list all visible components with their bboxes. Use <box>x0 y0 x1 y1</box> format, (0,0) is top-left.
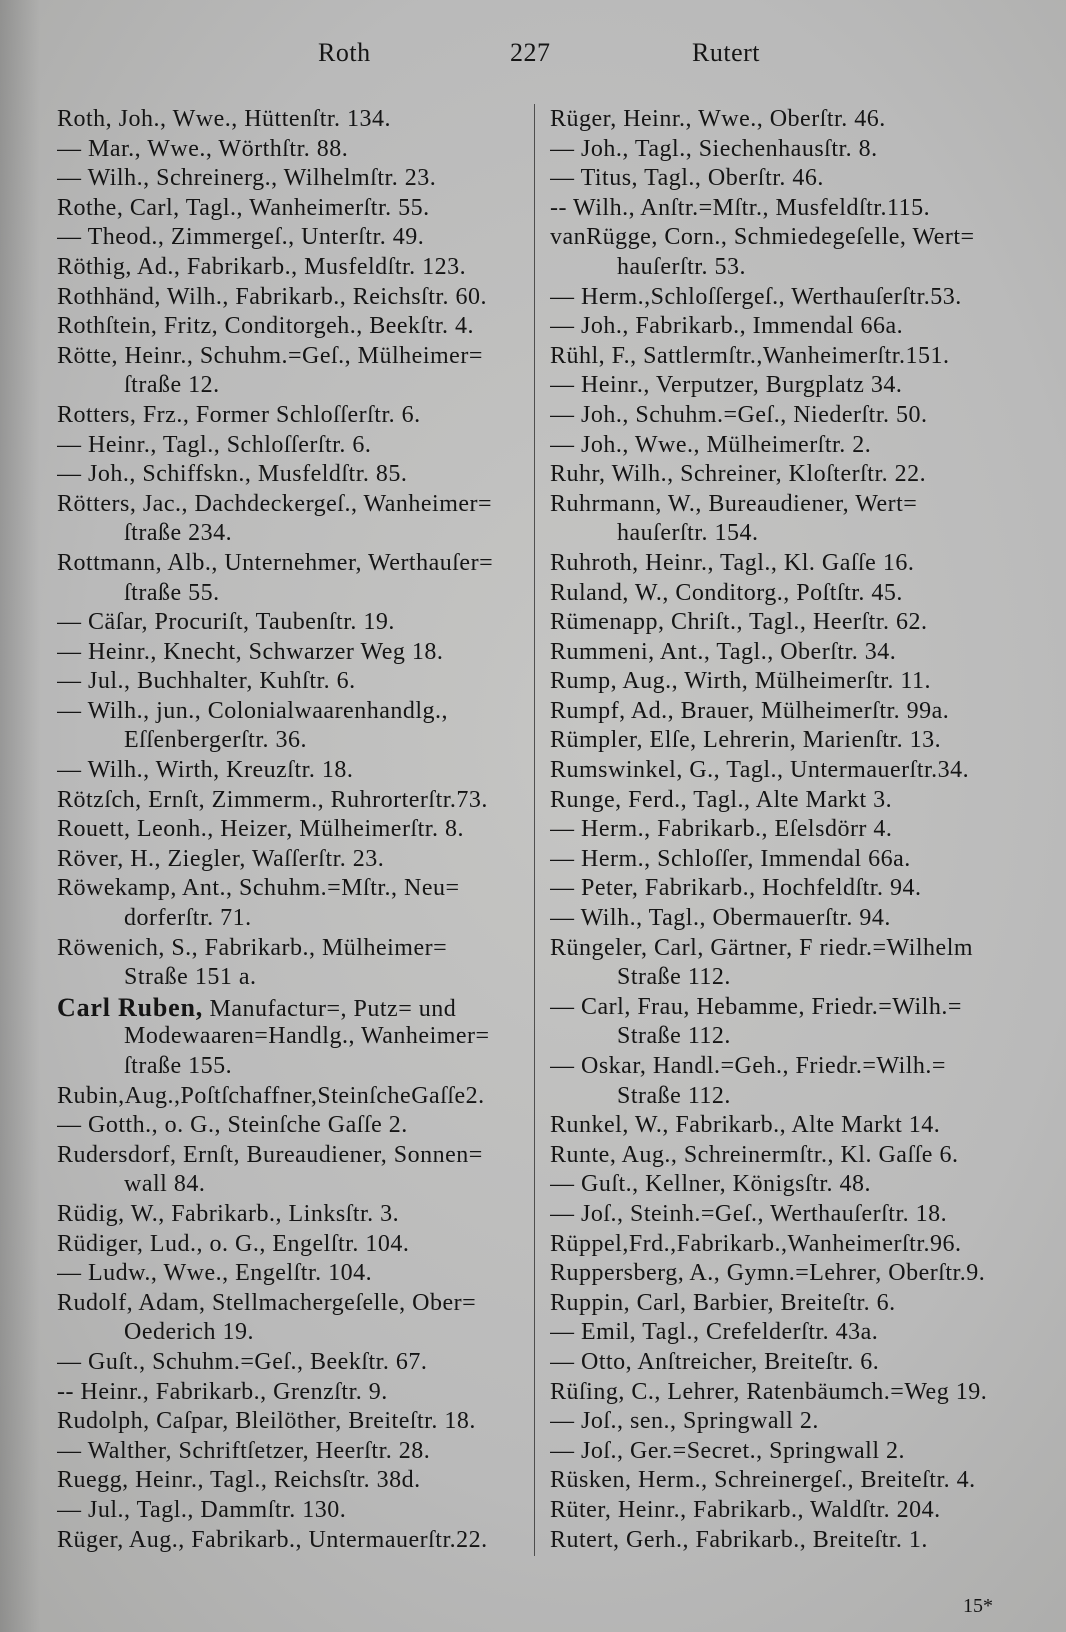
entry-line: — Gotth., o. G., Steinſche Gaſſe 2. <box>57 1112 408 1139</box>
directory-entry <box>550 786 1040 816</box>
entry-line: Rothſtein, Fritz, Conditorgeh., Beekſtr. 4. <box>57 313 475 340</box>
directory-entry <box>57 667 529 697</box>
entry-line: -- Wilh., Anſtr.=Mſtr., Musfeldſtr.115. <box>550 194 931 221</box>
entry-line: — Wilh., Schreinerg., Wilhelmſtr. 23. <box>57 165 437 192</box>
entry-line: Ruhroth, Heinr., Tagl., Kl. Gaſſe 16. <box>550 549 915 576</box>
directory-entry <box>57 223 529 253</box>
entry-line: Rüter, Heinr., Fabrikarb., Waldſtr. 204. <box>550 1496 941 1523</box>
directory-entry <box>57 342 529 401</box>
directory-entry <box>550 164 1040 194</box>
entry-line: — Cäſar, Procuriſt, Taubenſtr. 19. <box>57 609 395 636</box>
directory-entry <box>550 1200 1040 1230</box>
entry-line: — Joh., Fabrikarb., Immendal 66a. <box>550 313 904 340</box>
directory-entry <box>550 401 1040 431</box>
entry-line: Rudersdorf, Ernſt, Bureaudiener, Sonnen= <box>57 1141 483 1168</box>
directory-entry <box>550 1407 1040 1437</box>
directory-entry <box>57 1496 529 1526</box>
directory-entry <box>57 756 529 786</box>
entry-continuation-line: hauſerſtr. 53. <box>617 253 746 280</box>
directory-entry <box>57 1407 529 1437</box>
directory-entry <box>57 1141 529 1200</box>
directory-entry <box>550 460 1040 490</box>
entry-continuation-line: Modewaaren=Handlg., Wanheimer= <box>124 1023 490 1050</box>
entry-continuation-line: dorferſtr. 71. <box>124 905 252 932</box>
entry-line: — Wilh., Wirth, Kreuzſtr. 18. <box>57 757 354 784</box>
directory-entry <box>550 1318 1040 1348</box>
entry-line: Ruppersberg, A., Gymn.=Lehrer, Oberſtr.9. <box>550 1260 986 1287</box>
directory-entry <box>57 815 529 845</box>
entry-line: vanRügge, Corn., Schmiedegeſelle, Wert= <box>550 224 975 251</box>
column-divider <box>534 104 535 1556</box>
entry-line: Runge, Ferd., Tagl., Alte Markt 3. <box>550 786 893 813</box>
entry-line: — Oskar, Handl.=Geh., Friedr.=Wilh.= <box>550 1053 946 1079</box>
entry-line: — Jul., Tagl., Dammſtr. 130. <box>57 1496 347 1523</box>
directory-entry <box>57 1526 529 1556</box>
entry-line: — Wilh., Tagl., Obermauerſtr. 94. <box>550 905 891 932</box>
entry-line: Röver, H., Ziegler, Waſſerſtr. 23. <box>57 845 385 872</box>
entry-line: Rüdiger, Lud., o. G., Engelſtr. 104. <box>57 1230 410 1257</box>
entry-line: Runkel, W., Fabrikarb., Alte Markt 14. <box>550 1112 941 1139</box>
entry-line: — Herm., Fabrikarb., Eſelsdörr 4. <box>550 816 893 843</box>
entry-line: Rüger, Heinr., Wwe., Oberſtr. 46. <box>550 106 886 132</box>
entry-line: Rüngeler, Carl, Gärtner, F riedr.=Wilhelm <box>550 934 974 961</box>
page-number: 227 <box>510 38 551 67</box>
entry-continuation-line: ſtraße 12. <box>124 372 220 399</box>
entry-line: — Ludw., Wwe., Engelſtr. 104. <box>57 1260 373 1287</box>
directory-entry <box>550 1111 1040 1141</box>
entry-line: Rothe, Carl, Tagl., Wanheimerſtr. 55. <box>57 194 430 221</box>
entry-line: Rottmann, Alb., Unternehmer, Werthauſer= <box>57 549 494 576</box>
directory-entry <box>550 697 1040 727</box>
directory-entry <box>57 460 529 490</box>
entry-line: Rothhänd, Wilh., Fabrikarb., Reichsſtr. 60. <box>57 283 488 310</box>
directory-entry <box>57 1230 529 1260</box>
entry-line: — Peter, Fabrikarb., Hochfeldſtr. 94. <box>550 875 922 902</box>
entry-line: Rötzſch, Ernſt, Zimmerm., Ruhrorterſtr.73. <box>57 786 488 813</box>
signature-mark: 15* <box>963 1595 993 1617</box>
entry-line: — Guſt., Kellner, Königsſtr. 48. <box>550 1171 872 1198</box>
directory-entry <box>57 638 529 668</box>
directory-entry <box>57 1082 529 1112</box>
directory-entry <box>57 697 529 756</box>
entry-line: Röwekamp, Ant., Schuhm.=Mſtr., Neu= <box>57 875 460 902</box>
directory-entry <box>57 253 529 283</box>
entry-line: Rotters, Frz., Former Schloſſerſtr. 6. <box>57 401 421 428</box>
directory-entry <box>57 1466 529 1496</box>
entry-line: — Joh., Schiffskn., Musfeldſtr. 85. <box>57 461 408 488</box>
entry-line: — Joh., Wwe., Mülheimerſtr. 2. <box>550 431 872 458</box>
directory-entry <box>550 934 1040 993</box>
entry-line: Rummeni, Ant., Tagl., Oberſtr. 34. <box>550 638 897 665</box>
directory-entry <box>550 1170 1040 1200</box>
entry-continuation-line: Straße 112. <box>617 1082 731 1109</box>
entry-line: — Joſ., sen., Springwall 2. <box>550 1408 819 1435</box>
entry-line: — Heinr., Tagl., Schloſſerſtr. 6. <box>57 431 372 458</box>
directory-entry <box>550 815 1040 845</box>
entry-line: — Wilh., jun., Colonialwaarenhandlg., <box>57 697 449 724</box>
directory-entry <box>550 1230 1040 1260</box>
directory-entry <box>550 105 1040 135</box>
directory-entry <box>57 1437 529 1467</box>
entry-continuation-line: Straße 151 a. <box>124 964 257 991</box>
running-head-last-name: Rutert <box>692 38 760 67</box>
entry-line: — Heinr., Verputzer, Burgplatz 34. <box>550 372 903 399</box>
entry-line: Ruhrmann, W., Bureaudiener, Wert= <box>550 490 918 517</box>
directory-entry <box>57 164 529 194</box>
directory-entry <box>550 1052 1040 1111</box>
directory-entry <box>550 1259 1040 1289</box>
entry-line: Rudolph, Caſpar, Bleilöther, Breiteſtr. 18. <box>57 1408 476 1435</box>
entry-line: Rühl, F., Sattlermſtr.,Wanheimerſtr.151. <box>550 342 950 369</box>
directory-entry <box>550 1466 1040 1496</box>
entry-continuation-line: Oederich 19. <box>124 1319 254 1346</box>
directory-entry <box>550 194 1040 224</box>
running-head-first-name: Roth <box>318 38 371 67</box>
directory-entry <box>57 1289 529 1348</box>
entry-line: Rudolf, Adam, Stellmachergeſelle, Ober= <box>57 1289 477 1316</box>
entry-continuation-line: wall 84. <box>124 1171 206 1198</box>
entry-line: — Theod., Zimmergeſ., Unterſtr. 49. <box>57 224 425 251</box>
entry-continuation-line: Eſſenbergerſtr. 36. <box>124 727 308 754</box>
directory-entry <box>550 579 1040 609</box>
directory-entry <box>550 638 1040 668</box>
entry-line: — Titus, Tagl., Oberſtr. 46. <box>550 165 824 192</box>
entry-line: Runte, Aug., Schreinermſtr., Kl. Gaſſe 6. <box>550 1141 959 1168</box>
entry-line: — Herm.,Schloſſergeſ., Werthauſerſtr.53. <box>550 283 962 310</box>
directory-entry <box>550 312 1040 342</box>
directory-entry <box>550 726 1040 756</box>
directory-entry <box>57 786 529 816</box>
entry-line: -- Heinr., Fabrikarb., Grenzſtr. 9. <box>57 1378 388 1405</box>
directory-entry <box>550 874 1040 904</box>
directory-entry <box>550 1526 1040 1556</box>
directory-entry <box>57 1378 529 1408</box>
entry-line: Rubin,Aug.,Poſtſchaffner,SteinſcheGaſſe2. <box>57 1082 485 1109</box>
entry-line <box>57 993 529 1023</box>
entry-continuation-line: ſtraße 55. <box>124 579 220 606</box>
directory-entry <box>550 431 1040 461</box>
directory-entry <box>57 283 529 313</box>
directory-entry <box>57 312 529 342</box>
directory-entry <box>57 934 529 993</box>
directory-entry <box>550 283 1040 313</box>
directory-entry <box>550 490 1040 549</box>
directory-entry <box>57 1200 529 1230</box>
entry-line: — Joh., Tagl., Siechenhausſtr. 8. <box>550 135 878 162</box>
directory-entry <box>550 223 1040 282</box>
entry-line: Röwenich, S., Fabrikarb., Mülheimer= <box>57 934 448 961</box>
directory-entry <box>550 667 1040 697</box>
entry-continuation-line: ſtraße 234. <box>124 520 233 547</box>
entry-continuation-line: Straße 112. <box>617 1023 731 1050</box>
entry-name-bold: Carl Ruben, <box>57 992 204 1022</box>
directory-entry <box>57 401 529 431</box>
directory-entry <box>57 1259 529 1289</box>
directory-entry <box>550 1496 1040 1526</box>
entry-line: Rüsken, Herm., Schreinergeſ., Breiteſtr. 4. <box>550 1467 976 1494</box>
entry-line: Rüſing, C., Lehrer, Ratenbäumch.=Weg 19. <box>550 1378 988 1405</box>
entry-line: Roth, Joh., Wwe., Hüttenſtr. 134. <box>57 106 392 132</box>
entry-line: Rump, Aug., Wirth, Mülheimerſtr. 11. <box>550 668 932 695</box>
entry-line: Rüppel,Frd.,Fabrikarb.,Wanheimerſtr.96. <box>550 1230 962 1257</box>
entry-line: Rümpler, Elſe, Lehrerin, Marienſtr. 13. <box>550 727 942 754</box>
entry-line: — Joh., Schuhm.=Geſ., Niederſtr. 50. <box>550 401 928 428</box>
directory-entry <box>550 1378 1040 1408</box>
directory-entry <box>57 194 529 224</box>
entry-line: — Joſ., Ger.=Secret., Springwall 2. <box>550 1437 905 1464</box>
directory-entry <box>550 993 1040 1052</box>
entry-line: — Mar., Wwe., Wörthſtr. 88. <box>57 135 349 162</box>
directory-entry <box>550 1348 1040 1378</box>
directory-entry <box>57 1348 529 1378</box>
directory-entry <box>550 1289 1040 1319</box>
entry-line: Röthig, Ad., Fabrikarb., Musfeldſtr. 123. <box>57 253 467 280</box>
entry-continuation-line: Straße 112. <box>617 964 731 991</box>
directory-entry <box>550 845 1040 875</box>
left-column <box>57 105 529 1555</box>
entry-line: — Emil, Tagl., Crefelderſtr. 43a. <box>550 1319 879 1346</box>
directory-entry <box>550 904 1040 934</box>
entry-line: — Heinr., Knecht, Schwarzer Weg 18. <box>57 638 444 665</box>
directory-entry <box>550 756 1040 786</box>
entry-line: — Carl, Frau, Hebamme, Friedr.=Wilh.= <box>550 993 962 1020</box>
entry-line: Rumswinkel, G., Tagl., Untermauerſtr.34. <box>550 757 970 784</box>
entry-line: — Walther, Schriftſetzer, Heerſtr. 28. <box>57 1437 431 1464</box>
directory-entry <box>550 342 1040 372</box>
entry-line: Rüger, Aug., Fabrikarb., Untermauerſtr.22. <box>57 1526 488 1553</box>
directory-entry <box>57 105 529 135</box>
directory-entry <box>57 845 529 875</box>
entry-line: — Jul., Buchhalter, Kuhſtr. 6. <box>57 668 356 695</box>
entry-text: Manufactur=, Putz= und <box>209 995 457 1022</box>
entry-line: Rüdig, W., Fabrikarb., Linksſtr. 3. <box>57 1200 400 1227</box>
directory-entry <box>57 431 529 461</box>
directory-entry <box>57 490 529 549</box>
directory-entry <box>550 371 1040 401</box>
entry-line: Ruhr, Wilh., Schreiner, Kloſterſtr. 22. <box>550 461 927 488</box>
entry-line: Rötters, Jac., Dachdeckergeſ., Wanheimer= <box>57 490 493 517</box>
entry-continuation-line: ſtraße 155. <box>124 1053 233 1079</box>
directory-entry <box>57 549 529 608</box>
directory-entry <box>57 993 529 1082</box>
entry-line: Ruegg, Heinr., Tagl., Reichsſtr. 38d. <box>57 1467 421 1494</box>
entry-line: — Guſt., Schuhm.=Geſ., Beekſtr. 67. <box>57 1348 428 1375</box>
entry-line: Rumpf, Ad., Brauer, Mülheimerſtr. 99a. <box>550 697 950 724</box>
directory-entry <box>57 135 529 165</box>
entry-line: Rötte, Heinr., Schuhm.=Geſ., Mülheimer= <box>57 342 483 369</box>
directory-entry <box>57 1111 529 1141</box>
entry-line: — Otto, Anſtreicher, Breiteſtr. 6. <box>550 1348 880 1375</box>
directory-entry <box>550 135 1040 165</box>
entry-line: Rümenapp, Chriſt., Tagl., Heerſtr. 62. <box>550 609 928 636</box>
right-column <box>550 105 1040 1555</box>
entry-line: — Joſ., Steinh.=Geſ., Werthauſerſtr. 18. <box>550 1200 948 1227</box>
entry-continuation-line: hauſerſtr. 154. <box>617 520 759 547</box>
directory-entry <box>550 1141 1040 1171</box>
directory-entry <box>57 874 529 933</box>
directory-entry <box>57 608 529 638</box>
entry-line: Rutert, Gerh., Fabrikarb., Breiteſtr. 1. <box>550 1526 928 1553</box>
entry-line: Ruppin, Carl, Barbier, Breiteſtr. 6. <box>550 1289 896 1316</box>
directory-entry <box>550 1437 1040 1467</box>
entry-line: — Herm., Schloſſer, Immendal 66a. <box>550 845 911 872</box>
directory-entry <box>550 608 1040 638</box>
entry-line: Ruland, W., Conditorg., Poſtſtr. 45. <box>550 579 903 606</box>
directory-entry <box>550 549 1040 579</box>
entry-line: Rouett, Leonh., Heizer, Mülheimerſtr. 8. <box>57 816 464 843</box>
